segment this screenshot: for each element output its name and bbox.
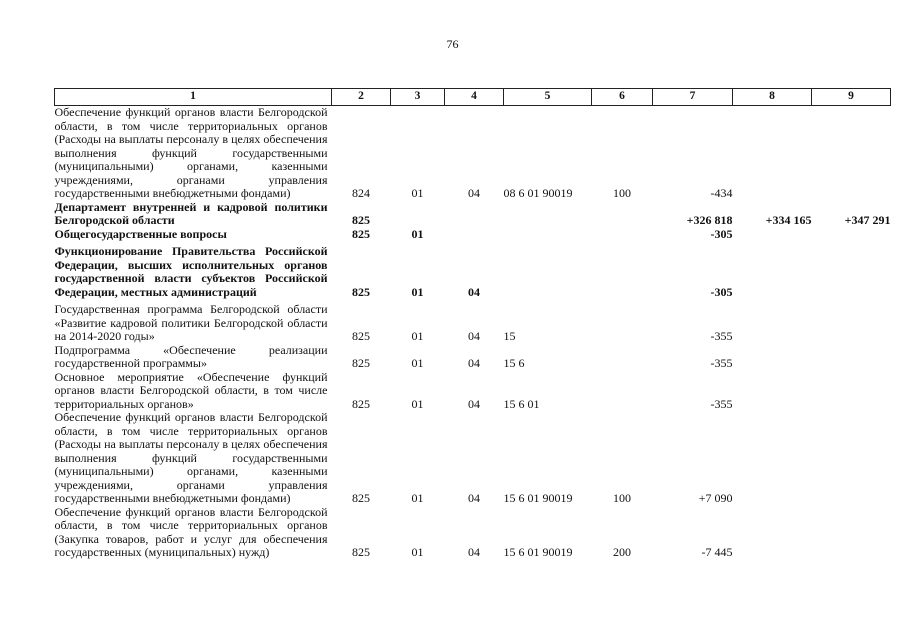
cell-c5 — [504, 201, 592, 228]
cell-c9 — [812, 344, 891, 371]
cell-c6 — [592, 371, 653, 412]
cell-c5: 15 — [503, 329, 516, 343]
column-header: 1 — [55, 89, 332, 106]
table-row — [55, 371, 891, 412]
cell-c2: 825 — [352, 329, 370, 343]
cell-c8 — [733, 371, 812, 412]
cell-c2: 825 — [352, 545, 370, 559]
column-header: 4 — [445, 89, 504, 106]
cell-c8 — [733, 344, 812, 371]
row-description: Обеспечение функций органов власти Белгородской области, в том числе территориальных органов (Закупка товаров, работ и услуг для обеспечения государственных (муниципальных) нужд) — [54, 504, 328, 559]
header-row — [55, 89, 891, 106]
table-row — [55, 506, 891, 560]
cell-c9 — [812, 106, 891, 201]
cell-c2: 825 — [352, 356, 370, 370]
cell-c2: 824 — [352, 186, 370, 200]
cell-c2: 825 — [352, 396, 370, 411]
cell-c3: 01 — [411, 356, 424, 370]
cell-c8: +334 165 — [765, 213, 812, 227]
table-row — [55, 228, 891, 242]
cell-c2: 825 — [352, 226, 370, 241]
cell-c8 — [733, 228, 812, 242]
cell-c9 — [812, 371, 891, 412]
cell-c6: 200 — [613, 545, 631, 559]
table-row — [55, 303, 891, 344]
cell-c6 — [592, 201, 653, 228]
column-header: 3 — [391, 89, 445, 106]
cell-c8 — [733, 506, 812, 560]
cell-c8 — [733, 245, 812, 299]
cell-c5: 15 6 — [503, 356, 525, 370]
row-description: Основное мероприятие «Обеспечение функций органов власти Белгородской области, в том числе территориальных органов» — [54, 369, 328, 411]
row-description: Общегосударственные вопросы — [54, 226, 227, 241]
cell-c9 — [812, 506, 891, 560]
cell-c6 — [592, 245, 653, 299]
table-row — [55, 344, 891, 371]
cell-c7: -7 445 — [701, 545, 733, 559]
cell-c2: 825 — [352, 284, 370, 299]
cell-c3: 01 — [411, 545, 424, 559]
cell-c3: 01 — [411, 329, 424, 343]
cell-c4: 04 — [468, 329, 480, 343]
row-description: Обеспечение функций органов власти Белгородской области, в том числе территориальных органов (Расходы на выплаты персоналу в целях обеспечения выполнения функций государственными (муниципальными) органами, казенными учреждениями, органами управления государственными внебюджетными фондами) — [54, 410, 328, 505]
cell-c6: 100 — [613, 186, 631, 200]
column-header: 5 — [504, 89, 592, 106]
cell-c7: -355 — [710, 329, 733, 343]
row-description: Функционирование Правительства Российской Федерации, высших исполнительных органов государственной власти субъектов Российской Федерации, местных администраций — [54, 244, 328, 299]
cell-c4 — [445, 228, 504, 242]
cell-c4: 04 — [468, 356, 480, 370]
table-row — [55, 411, 891, 506]
column-header: 9 — [812, 89, 891, 106]
cell-c8 — [733, 106, 812, 201]
column-header: 7 — [653, 89, 733, 106]
cell-c3: 01 — [411, 491, 424, 505]
cell-c9 — [812, 228, 891, 242]
cell-c3: 01 — [411, 396, 424, 411]
cell-c7: -434 — [710, 186, 733, 200]
cell-c8 — [733, 303, 812, 344]
cell-c3: 01 — [411, 284, 424, 299]
cell-c6 — [592, 344, 653, 371]
budget-table — [54, 88, 891, 560]
cell-c5: 15 6 01 90019 — [503, 545, 573, 559]
column-header: 2 — [332, 89, 391, 106]
table-row — [55, 201, 891, 228]
cell-c4: 04 — [468, 545, 480, 559]
cell-c5: 15 6 01 90019 — [503, 491, 573, 505]
cell-c5: 15 6 01 — [503, 396, 540, 411]
cell-c2: 825 — [352, 491, 370, 505]
cell-c7: -355 — [710, 396, 733, 411]
cell-c9 — [812, 303, 891, 344]
cell-c4: 04 — [468, 186, 480, 200]
cell-c7: -305 — [710, 226, 733, 241]
table-row — [55, 245, 891, 299]
cell-c2: 825 — [352, 213, 370, 227]
cell-c4: 04 — [468, 396, 480, 411]
row-description: Департамент внутренней и кадровой политики Белгородской области — [54, 199, 328, 227]
cell-c9 — [812, 411, 891, 506]
cell-c4: 04 — [468, 491, 480, 505]
row-description: Государственная программа Белгородской области «Развитие кадровой политики Белгородской области на 2014-2020 годы» — [54, 302, 328, 343]
cell-c4: 04 — [468, 284, 480, 299]
cell-c3 — [391, 201, 445, 228]
cell-c7: +326 818 — [686, 213, 733, 227]
row-description: Обеспечение функций органов власти Белгородской области, в том числе территориальных органов (Расходы на выплаты персоналу в целях обеспечения выполнения функций государственными (муниципальными) органами, казенными учреждениями, органами управления государственными внебюджетными фондами) — [54, 105, 328, 200]
cell-c5 — [504, 228, 592, 242]
cell-c6 — [592, 303, 653, 344]
cell-c5: 08 6 01 90019 — [503, 186, 573, 200]
page-number: 76 — [446, 37, 459, 51]
table-row — [55, 106, 891, 201]
cell-c3: 01 — [411, 186, 424, 200]
column-header: 6 — [592, 89, 653, 106]
cell-c8 — [733, 411, 812, 506]
cell-c6: 100 — [613, 491, 631, 505]
cell-c7: -305 — [710, 284, 733, 299]
cell-c7: +7 090 — [698, 491, 733, 505]
cell-c9 — [812, 245, 891, 299]
column-header: 8 — [733, 89, 812, 106]
cell-c3: 01 — [411, 226, 424, 241]
cell-c5 — [504, 245, 592, 299]
row-description: Подпрограмма «Обеспечение реализации государственной программы» — [54, 342, 328, 370]
cell-c6 — [592, 228, 653, 242]
cell-c7: -355 — [710, 356, 733, 370]
cell-c4 — [445, 201, 504, 228]
cell-c9: +347 291 — [844, 213, 891, 227]
